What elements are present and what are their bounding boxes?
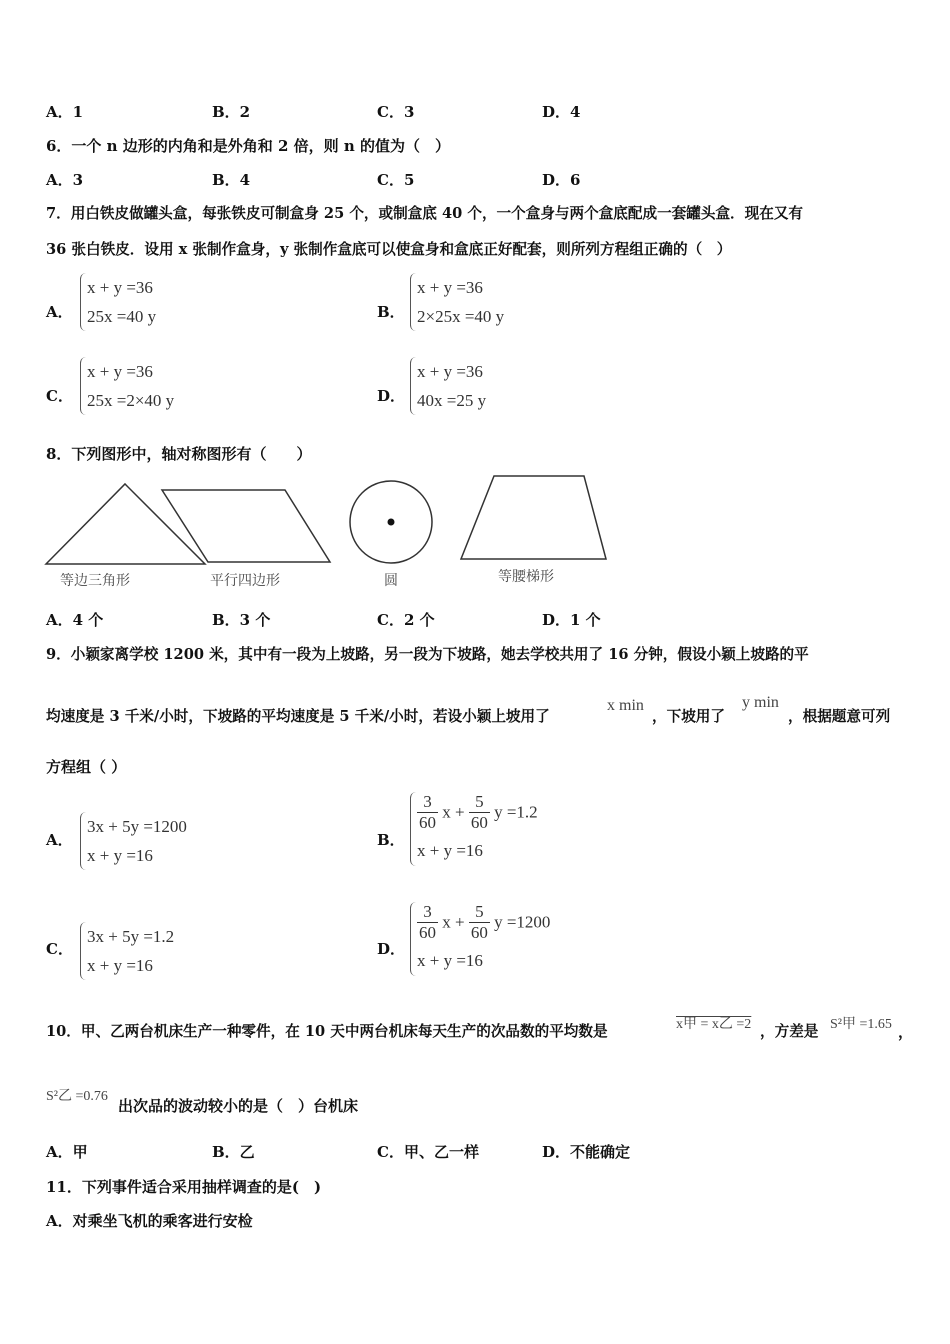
denominator: 60 — [470, 923, 488, 942]
q9-stem-line1: 9．小颖家离学校 1200 米，其中有一段为上坡路，另一段为下坡路，她去学校共用了 16 分钟，假设小颖上坡路的平 — [46, 646, 809, 663]
equation: 2×25x =40 y — [417, 307, 505, 326]
numerator: 3 — [417, 792, 438, 813]
circle-center-dot — [388, 519, 395, 526]
q10-option-d: D．不能确定 — [542, 1143, 631, 1161]
q7-option-c-label: C． — [46, 387, 73, 405]
q11-stem: 11．下列事件适合采用抽样调查的是( ) — [46, 1178, 322, 1196]
shape-label-circle: 圆 — [384, 573, 398, 589]
equilateral-triangle-shape — [46, 484, 205, 564]
term: x + — [442, 802, 465, 822]
numerator: 3 — [417, 902, 438, 923]
equation: 40x =25 y — [417, 391, 487, 410]
equation: 25x =40 y — [87, 307, 157, 326]
isosceles-trapezoid-shape — [461, 476, 606, 559]
fraction-equation — [417, 902, 550, 946]
equation: x + y =16 — [417, 951, 483, 970]
q9-option-b-label: B． — [377, 831, 405, 849]
equation: x + y =16 — [87, 846, 153, 865]
q9-option-a-label: A． — [46, 831, 73, 849]
shape-label-trapezoid: 等腰梯形 — [498, 569, 554, 585]
q8-option-d: D．1 个 — [542, 611, 601, 629]
fraction — [469, 902, 490, 943]
denominator: 60 — [419, 813, 436, 832]
q10-stem-line1b: ，方差是 — [760, 1023, 819, 1040]
q7-option-d-system — [410, 357, 486, 415]
equation: x + y =16 — [87, 956, 153, 975]
term: x + — [442, 912, 465, 932]
q6-option-b: B．4 — [212, 171, 251, 189]
denominator: 60 — [419, 923, 436, 942]
q10-variance-2: S²乙 =0.76 — [46, 1089, 108, 1104]
q7-option-b-system — [410, 273, 504, 331]
fraction — [469, 792, 490, 833]
equation: 3x + 5y =1200 — [87, 817, 187, 836]
numerator: 5 — [469, 902, 490, 923]
q9-x-min: x min — [607, 697, 644, 714]
equation: 3x + 5y =1.2 — [87, 927, 175, 946]
q6-option-a: A．3 — [46, 171, 84, 189]
q10-option-c: C．甲、乙一样 — [377, 1143, 479, 1161]
equation: x + y =36 — [417, 278, 483, 297]
q8-option-b: B．3 个 — [212, 611, 271, 629]
q9-stem-line2b: ，下坡用了 — [652, 708, 725, 725]
term: y =1200 — [494, 912, 551, 932]
equation: x + y =36 — [87, 362, 153, 381]
equation: 25x =2×40 y — [87, 391, 175, 410]
fraction-equation — [417, 792, 538, 836]
equation: x + y =16 — [417, 841, 483, 860]
q8-figures — [40, 470, 620, 570]
fraction — [417, 792, 438, 833]
q7-option-c-system — [80, 357, 174, 415]
q7-stem-line2: 36 张白铁皮．设用 x 张制作盒身，y 张制作盒底可以使盒身和盒底正好配套，则所列方程组正确的（ ） — [46, 241, 732, 258]
q10-option-a: A．甲 — [46, 1143, 88, 1161]
q10-option-b: B．乙 — [212, 1143, 255, 1161]
q10-mean-formula: x甲 = x乙 =2 — [676, 1017, 752, 1032]
q9-option-c-label: C． — [46, 940, 73, 958]
q9-option-b-system — [410, 792, 538, 866]
parallelogram-shape — [162, 490, 330, 562]
equation: x + y =36 — [417, 362, 483, 381]
q9-stem-line2a: 均速度是 3 千米/小时，下坡路的平均速度是 5 千米/小时，若设小颖上坡用了 — [46, 708, 550, 725]
q6-option-c: C．5 — [377, 171, 415, 189]
q8-option-c: C．2 个 — [377, 611, 435, 629]
q10-variance-1: S²甲 =1.65 — [830, 1017, 892, 1032]
q10-stem-line2: 出次品的波动较小的是（ ）台机床 — [118, 1097, 359, 1115]
q7-option-d-label: D． — [377, 387, 406, 405]
q7-stem-line1: 7．用白铁皮做罐头盒，每张铁皮可制盒身 25 个，或制盒底 40 个，一个盒身与两个盒底配成一套罐头盒．现在又有 — [46, 205, 804, 222]
q7-option-a-label: A． — [46, 303, 73, 321]
q10-comma: ， — [898, 1023, 914, 1041]
q9-option-d-system — [410, 902, 550, 976]
numerator: 5 — [469, 792, 490, 813]
shape-label-parallelogram: 平行四边形 — [210, 573, 280, 589]
denominator: 60 — [470, 813, 488, 832]
q10-stem-line1a: 10．甲、乙两台机床生产一种零件，在 10 天中两台机床每天生产的次品数的平均数是 — [46, 1023, 608, 1040]
q7-option-b-label: B． — [377, 303, 405, 321]
q9-option-a-system — [80, 812, 187, 870]
q9-option-c-system — [80, 922, 174, 980]
q9-stem-line2c: ，根据题意可列 — [788, 708, 891, 725]
q6-option-d: D．6 — [542, 171, 581, 189]
fraction — [417, 902, 438, 943]
q5-option-b: B．2 — [212, 103, 251, 121]
equation: x + y =36 — [87, 278, 153, 297]
term: y =1.2 — [494, 802, 538, 822]
q11-option-a: A．对乘坐飞机的乘客进行安检 — [46, 1212, 253, 1230]
q5-option-d: D．4 — [542, 103, 581, 121]
q6-stem: 6．一个 n 边形的内角和是外角和 2 倍，则 n 的值为（ ） — [46, 137, 451, 155]
shape-label-triangle: 等边三角形 — [60, 573, 130, 589]
q9-stem-line3: 方程组（ ） — [46, 758, 127, 776]
q5-option-a: A．1 — [46, 103, 84, 121]
q9-y-min: y min — [742, 694, 779, 711]
q5-option-c: C．3 — [377, 103, 415, 121]
q7-option-a-system — [80, 273, 156, 331]
q8-option-a: A．4 个 — [46, 611, 104, 629]
q9-option-d-label: D． — [377, 940, 406, 958]
q8-stem: 8．下列图形中，轴对称图形有（ ） — [46, 445, 312, 463]
